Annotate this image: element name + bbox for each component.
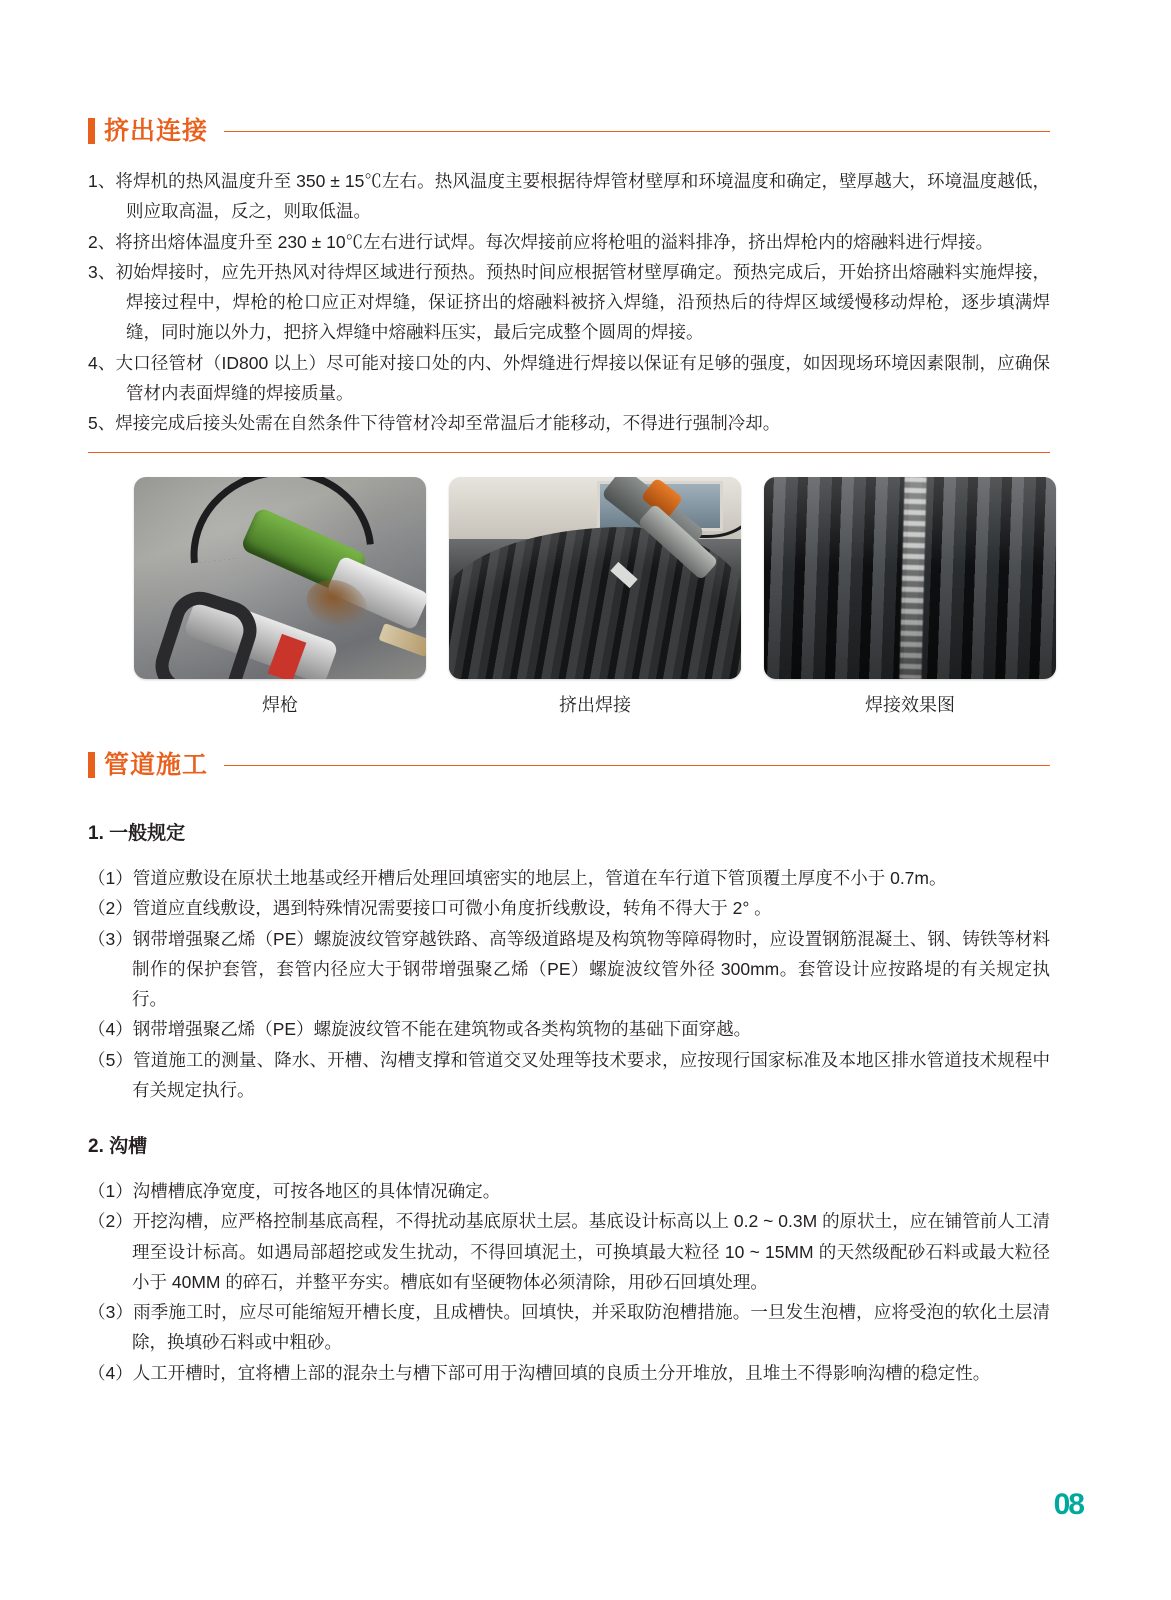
figure [449, 477, 741, 717]
paragraph: 4、大口径管材（ID800 以上）尽可能对接口处的内、外焊缝进行焊接以保证有足够的强度，如因现场环境因素限制，应确保管材内表面焊缝的焊接质量。 [88, 352, 1050, 403]
list-item: （5）管道施工的测量、降水、开槽、沟槽支撑和管道交叉处理等技术要求，应按现行国家标准及本地区排水管道技术规程中有关规定执行。 [88, 1049, 1050, 1100]
figure [134, 477, 426, 717]
gun-handle [148, 584, 264, 679]
section-pipeline-construction [88, 752, 1050, 1388]
weld-result-photo [764, 477, 1056, 679]
heading-divider [224, 765, 1050, 766]
page-number: 08 [1053, 1488, 1083, 1521]
accent-bar-icon [88, 752, 95, 778]
section1-body [88, 166, 1050, 438]
figure [764, 477, 1056, 717]
section-title: 挤出连接 [104, 116, 209, 145]
paragraph: 1、将焊机的热风温度升至 350 ± 15℃左右。热风温度主要根据待焊管材壁厚和环境温度和确定，壁厚越大，环境温度越低，则应取高温，反之，则取低温。 [88, 171, 1050, 222]
list-item: （3）雨季施工时，应尽可能缩短开槽长度，且成槽快。回填快，并采取防泡槽措施。一旦发生泡槽，应将受泡的软化土层清除，换填砂石料或中粗砂。 [88, 1302, 1050, 1353]
subsection-trench [88, 1131, 1050, 1388]
list-item: （1）管道应敷设在原状土地基或经开槽后处理回填密实的地层上，管道在车行道下管顶覆土厚度不小于 0.7m。 [88, 868, 947, 888]
subsection-title: 1. 一般规定 [88, 823, 186, 844]
subsection-general-rules [88, 818, 1050, 1105]
extrusion-welding-photo [449, 477, 741, 679]
list-item: （2）开挖沟槽，应严格控制基底高程，不得扰动基底原状土层。基底设计标高以上 0.2 ~ 0.3M 的原状土，应在铺管前人工清理至设计标高。如遇局部超挖或发生扰动，不得回填泥土，可换填最大粒径 10 ~ 15MM 的天然级配砂石料或最大粒径小于 40MM 的碎石，并整平夯实。槽底如有坚硬物体必须清除，用砂石回填处理。 [88, 1211, 1050, 1292]
figure-caption: 焊枪 [262, 695, 298, 716]
list-item: （1）沟槽槽底净宽度，可按各地区的具体情况确定。 [88, 1181, 501, 1202]
list-item: （3）钢带增强聚乙烯（PE）螺旋波纹管穿越铁路、高等级道路堤及构筑物等障碍物时，应设置钢筋混凝土、钢、铸铁等材料制作的保护套管，套管内径应大于钢带增强聚乙烯（PE）螺旋波纹管外径 300mm。套管设计应按路堤的有关规定执行。 [88, 928, 1050, 1010]
photo-sheen [764, 477, 1056, 679]
section-heading-extrusion [88, 118, 1050, 144]
accent-bar-icon [88, 118, 95, 144]
welding-gun-photo [134, 477, 426, 679]
section1-bottom-divider [88, 452, 1050, 453]
list-item: （2）管道应直线敷设，遇到特殊情况需要接口可微小角度折线敷设，转角不得大于 2° 。 [88, 898, 772, 919]
subsection-title: 2. 沟槽 [88, 1136, 148, 1158]
section-heading-pipeline [88, 752, 1050, 778]
paragraph: 5、焊接完成后接头处需在自然条件下待管材冷却至常温后才能移动，不得进行强制冷却。 [88, 413, 781, 434]
section-title: 管道施工 [104, 750, 209, 779]
paragraph: 2、将挤出熔体温度升至 230 ± 10℃左右进行试焊。每次焊接前应将枪咀的溢料排净，挤出焊枪内的熔融料进行焊接。 [88, 231, 994, 252]
figure-caption: 焊接效果图 [865, 695, 955, 716]
list-item: （4）钢带增强聚乙烯（PE）螺旋波纹管不能在建筑物或各类构筑物的基础下面穿越。 [88, 1019, 752, 1040]
heading-divider [224, 131, 1050, 132]
figure-row [134, 477, 1050, 717]
section-extrusion-connection [88, 118, 1050, 717]
figure-caption: 挤出焊接 [559, 695, 631, 716]
paragraph: 3、初始焊接时，应先开热风对待焊区域进行预热。预热时间应根据管材壁厚确定。预热完成后，开始挤出熔融料实施焊接，焊接过程中，焊枪的枪口应正对焊缝，保证挤出的熔融料被挤入焊缝，沿预热后的待焊区域缓慢移动焊枪，逐步填满焊缝，同时施以外力，把挤入焊缝中熔融料压实，最后完成整个圆周的焊接。 [88, 261, 1050, 343]
gun-nozzle-tip [378, 623, 426, 657]
list-item: （4）人工开槽时，宜将槽上部的混杂土与槽下部可用于沟槽回填的良质土分开堆放，且堆土不得影响沟槽的稳定性。 [88, 1362, 991, 1383]
